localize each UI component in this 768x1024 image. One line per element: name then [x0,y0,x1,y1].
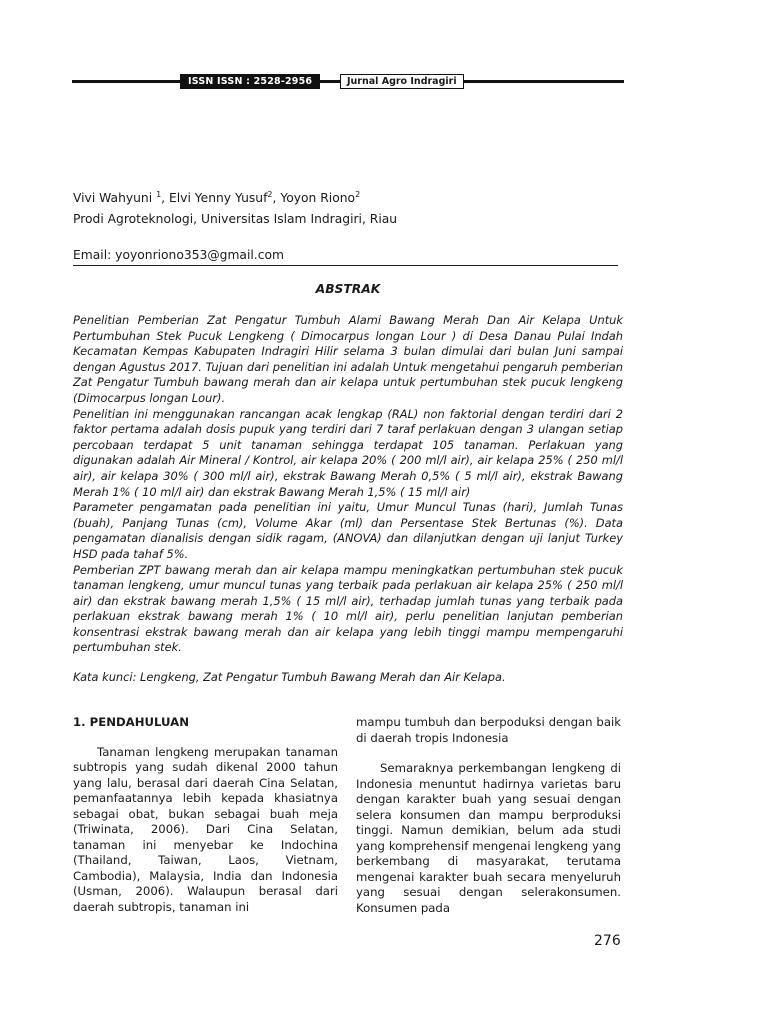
abstract-body [73,313,623,686]
abstract-paragraph: Pemberian ZPT bawang merah dan air kelapa mampu meningkatkan pertumbuhan stek pucuk tanaman lengkeng, umur muncul tunas yang terbaik pada perlakuan air kelapa 25% ( 250 ml/l air) dan ekstrak bawang merah 1,5% ( 15 ml/l air), terhadap jumlah tunas yang terbaik pada perlakuan ekstrak bawang merah 1% ( 10 ml/l air), perlu penelitian lanjutan pemberian konsentrasi ekstrak bawang merah dan air kelapa yang lebih tinggi mampu mempengaruhi pertumbuhan stek. [73,562,623,655]
section-heading: 1. PENDAHULUAN [73,715,189,729]
author-names [73,188,633,209]
divider [73,265,618,266]
author-separator: , [161,191,169,205]
right-column [356,715,621,916]
abstract-paragraph: Penelitian Pemberian Zat Pengatur Tumbuh Alami Bawang Merah Dan Air Kelapa Untuk Pertumbuhan Stek Pucuk Lengkeng ( Dimocarpus longan Lour ) di Desa Danau Pulai Indah Kecamatan Kempas Kabupaten Indragiri Hilir selama 3 bulan dimulai dari bulan Juni sampai dengan Agustus 2017. Tujuan dari penelitian ini adalah Untuk mengetahui pengaruh pemberian Zat Pengatur Tumbuh bawang merah dan air kelapa untuk pertumbuhan stek pucuk lengkeng (Dimocarpus longan Lour). [73,313,623,405]
email: Email: yoyonriono353@gmail.com [73,248,284,262]
author-affiliation-mark: 1 [156,189,162,199]
left-column [73,715,338,915]
author-name: Yoyon Riono [280,191,356,205]
abstract-paragraph: Parameter pengamatan pada penelitian ini yaitu, Umur Muncul Tunas (hari), Jumlah Tunas (buah), Panjang Tunas (cm), Volume Akar (ml) dan Persentase Stek Bertunas (%). Data pengamatan dianalisis dengan sidik ragam, (ANOVA) dan dilanjutkan dengan uji lanjut Turkey HSD pada tahaf 5%. [73,500,623,561]
author-name: Vivi Wahyuni [73,191,157,205]
page-number: 276 [594,933,621,949]
issn-label: ISSN ISSN : 2528-2956 [180,74,320,89]
abstract-paragraph: Penelitian ini menggunakan rancangan acak lengkap (RAL) non faktorial dengan terdiri dari 2 faktor pertama adalah dosis pupuk yang terdiri dari 7 taraf perlakuan dengan 3 ulangan setiap percobaan terdapat 5 unit tanaman sehingga terdapat 105 tanaman. Perlakuan yang digunakan adalah Air Mineral / Kontrol, air kelapa 20% ( 200 ml/l air), air kelapa 25% ( 250 ml/l air), air kelapa 30% ( 300 ml/l air), ekstrak Bawang Merah 0,5% ( 5 ml/l air), ekstrak Bawang Merah 1% ( 10 ml/l air) dan ekstrak Bawang Merah 1,5% ( 15 ml/l air) [73,406,623,499]
body-paragraph: Tanaman lengkeng merupakan tanaman subtropis yang sudah dikenal 2000 tahun yang lalu, berasal dari daerah Cina Selatan, pemanfaatannya lebih kepada khasiatnya sebagai obat, bukan sebagai buah meja (Triwinata, 2006). Dari Cina Selatan, tanaman ini menyebar ke Indochina (Thailand, Taiwan, Laos, Vietnam, Cambodia), Malaysia, India dan Indonesia (Usman, 2006). Walaupun berasal dari daerah subtropis, tanaman ini [73,744,338,914]
author-affiliation-mark: 2 [355,189,361,199]
author-name: Elvi Yenny Yusuf [168,191,268,205]
author-affiliation-mark: 2 [267,189,273,199]
body-paragraph: mampu tumbuh dan berpoduksi dengan baik di daerah tropis Indonesia [356,715,621,745]
affiliation: Prodi Agroteknologi, Universitas Islam Indragiri, Riau [73,212,398,226]
keywords: Kata kunci: Lengkeng, Zat Pengatur Tumbuh Bawang Merah dan Air Kelapa. [73,670,506,685]
author-separator: , [272,191,281,205]
body-paragraph: Semaraknya perkembangan lengkeng di Indonesia menuntut hadirnya varietas baru dengan karakter buah yang sesuai dengan selera konsumen dan mampu berproduksi tinggi. Namun demikian, belum ada studi yang komprehensif mengenai lengkeng yang berkembang di masyarakat, terutama mengenai karakter buah secara menyeluruh yang sesuai dengan selerakonsumen. Konsumen pada [356,761,621,915]
journal-name: Jurnal Agro Indragiri [340,74,464,89]
journal-header [72,73,624,91]
author-block [73,188,633,266]
abstract-title: ABSTRAK [315,282,381,296]
